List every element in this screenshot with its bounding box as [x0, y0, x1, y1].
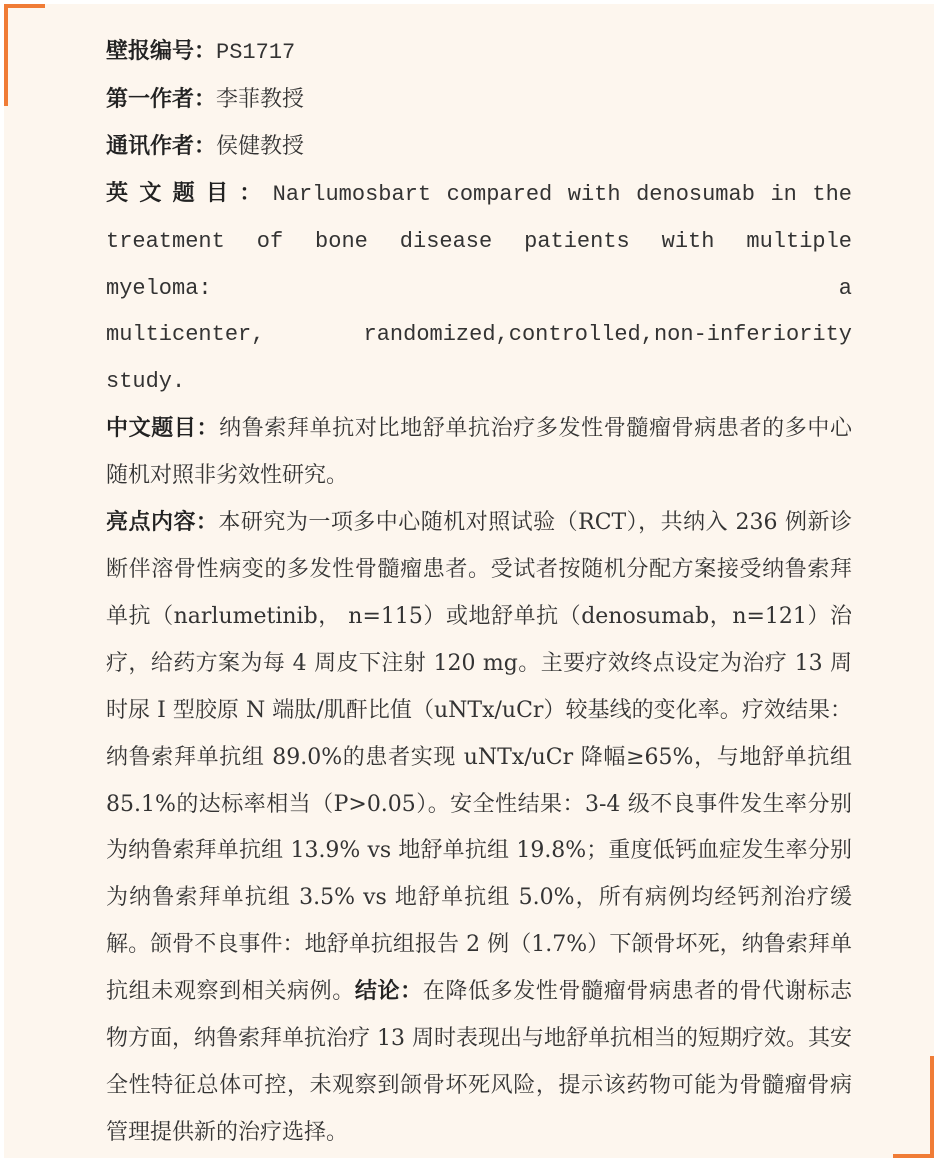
corresponding-author-value: 侯健教授	[216, 133, 305, 159]
highlights-block	[106, 500, 852, 1157]
poster-number-value: PS1717	[216, 40, 296, 65]
poster-number-label: 壁报编号：	[106, 39, 217, 64]
highlights-label: 亮点内容：	[106, 510, 219, 536]
english-title-label: 英文题目：	[106, 180, 273, 206]
english-title-line-1-text: Narlumosbart compared with denosumab in the	[272, 181, 852, 207]
corner-bracket-top-left-vertical	[4, 4, 8, 106]
abstract-content	[106, 29, 852, 1157]
english-title-line-3: multicenter, randomized,controlled,non-inferiority study.	[106, 322, 852, 395]
first-author-value: 李菲教授	[216, 86, 305, 112]
first-author-label: 第一作者：	[106, 86, 217, 112]
corner-bracket-top-left-horizontal	[4, 4, 45, 8]
corresponding-author-label: 通讯作者：	[106, 133, 217, 159]
chinese-title-text: 纳鲁索拜单抗对比地舒单抗治疗多发性骨髓瘤骨病患者的多中心随机对照非劣效性研究。	[106, 416, 852, 489]
english-title-line-2: treatment of bone disease patients with multiple myeloma: a	[106, 228, 852, 301]
poster-number-row	[106, 29, 852, 77]
corner-bracket-bottom-right-vertical	[930, 1056, 934, 1158]
corresponding-author-row	[106, 124, 852, 171]
conclusion-text: 在降低多发性骨髓瘤骨病患者的骨代谢标志物方面，纳鲁索拜单抗治疗 13 周时表现出与地舒单抗相当的短期疗效。其安全性特征总体可控，未观察到颌骨坏死风险，提示该药物可能为骨髓瘤骨病管理提供新的治疗选择。	[106, 979, 852, 1145]
chinese-title-label: 中文题目：	[106, 416, 220, 442]
english-title-line-1	[106, 171, 852, 219]
english-title-block	[106, 171, 852, 407]
first-author-row	[106, 77, 852, 124]
corner-bracket-bottom-right-horizontal	[893, 1154, 934, 1158]
chinese-title-block	[106, 406, 852, 500]
highlights-text: 本研究为一项多中心随机对照试验（RCT），共纳入 236 例新诊断伴溶骨性病变的多发性骨髓瘤患者。受试者按随机分配方案接受纳鲁索拜单抗（narlumetinib， n=115）或地舒单抗（denosumab，n=121）治疗，给药方案为每 4 周皮下注射 120 mg。主要疗效终点设定为治疗 13 周时尿 I 型胶原 N 端肽/肌酐比值（uNTx/uCr）较基线的变化率。疗效结果：纳鲁索拜单抗组 89.0%的患者实现 uNTx/uCr 降幅≥65%，与地舒单抗组 85.1%的达标率相当（P>0.05）。安全性结果：3-4 级不良事件发生率分别为纳鲁索拜单抗组 13.9% vs 地舒单抗组 19.8%；重度低钙血症发生率分别为纳鲁索拜单抗组 3.5% vs 地舒单抗组 5.0%，所有病例均经钙剂治疗缓解。颌骨不良事件：地舒单抗组报告 2 例（1.7%）下颌骨坏死，纳鲁索拜单抗组未观察到相关病例。	[106, 510, 852, 1005]
conclusion-label: 结论：	[354, 979, 423, 1005]
